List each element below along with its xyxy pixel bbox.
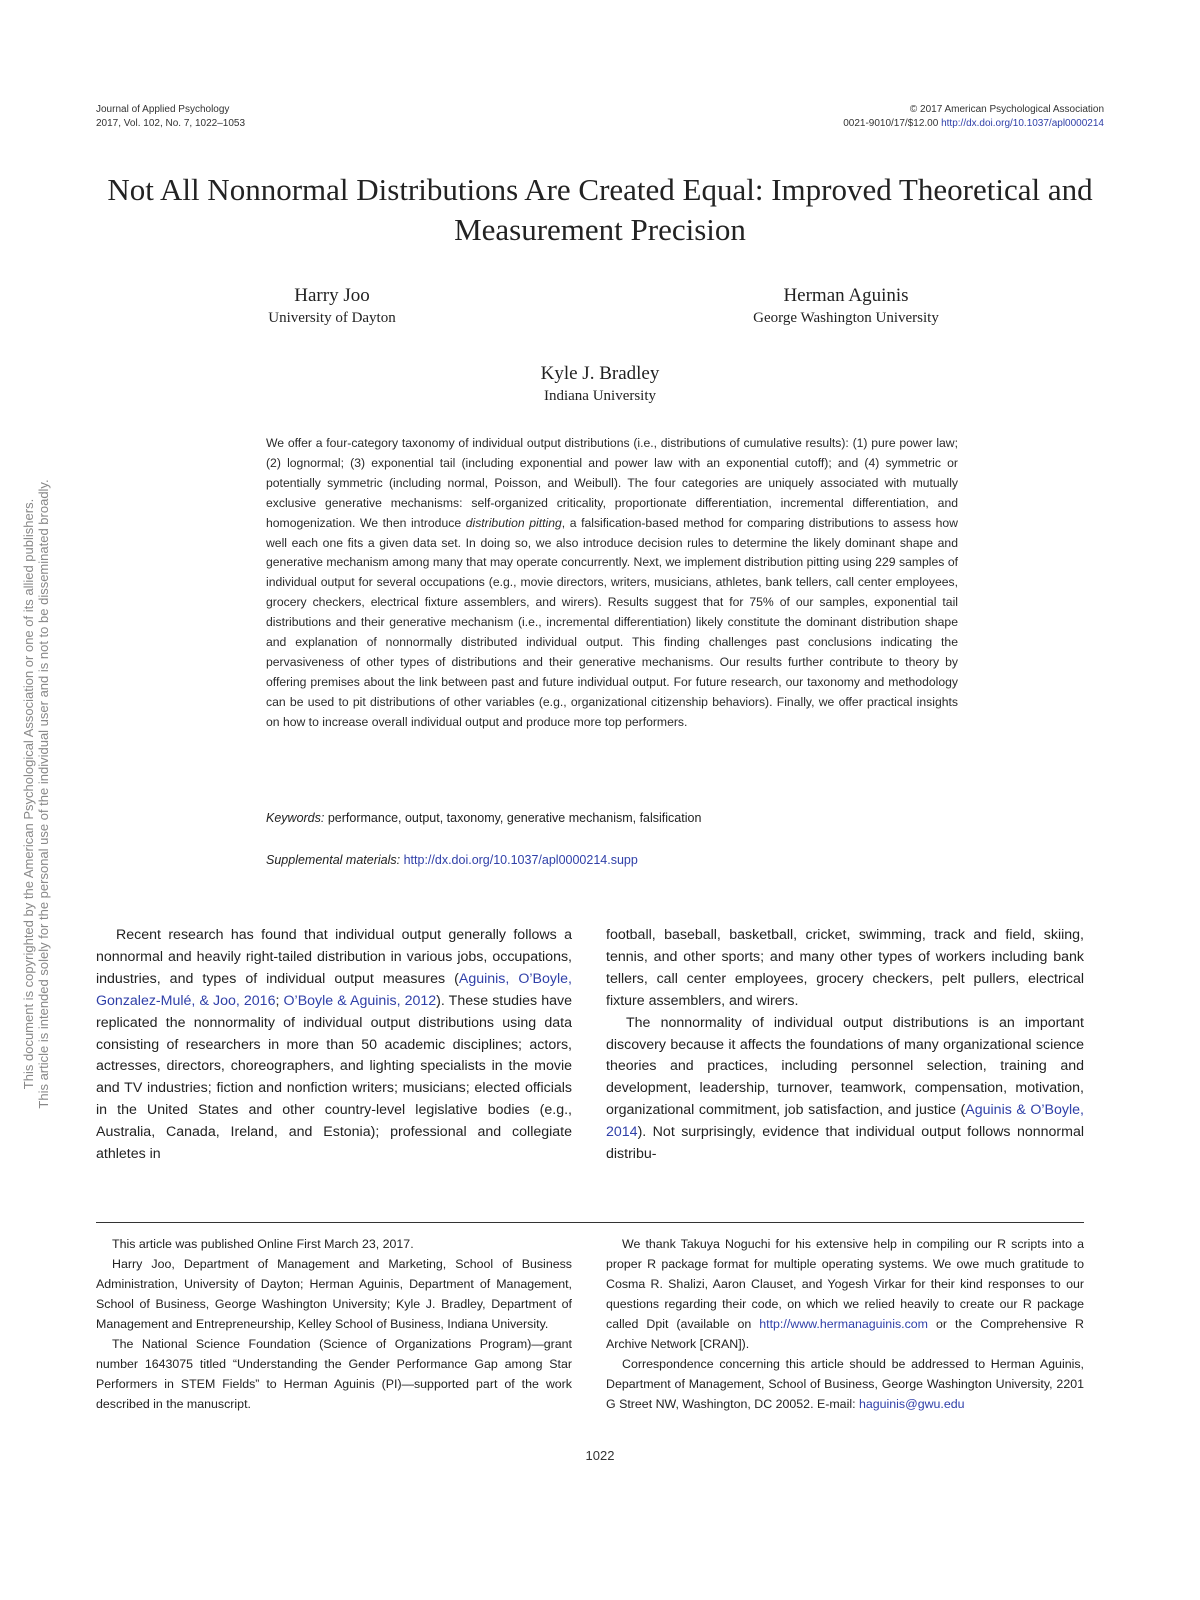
side-notice-line-2: This article is intended solely for the personal use of the individual user and is not to be disseminated broadly. (36, 479, 51, 1109)
issn: 0021-9010/17/$12.00 (843, 118, 939, 129)
author-name: Kyle J. Bradley (540, 363, 660, 384)
author-block-2 (716, 284, 976, 328)
footnote (606, 1354, 1084, 1414)
body-left-column (96, 925, 572, 1166)
footnote: The National Science Foundation (Science of Organizations Program)—grant number 1643075 titled “Understanding the Gender Performance Gap among Star Performers in STEM Fields” to Herman Aguinis (PI)—supported part of the work described in the manuscript. (96, 1337, 572, 1411)
footnote: This article was published Online First March 23, 2017. (112, 1237, 414, 1251)
journal-name: Journal of Applied Psychology (96, 104, 230, 115)
volume-info: 2017, Vol. 102, No. 7, 1022–1053 (96, 118, 246, 129)
supplemental-link[interactable]: http://dx.doi.org/10.1037/apl0000214.supp (403, 853, 638, 867)
citation-link[interactable]: O’Boyle & Aguinis, 2012 (283, 992, 437, 1009)
footnote: Harry Joo, Department of Management and Marketing, School of Business Administration, University of Dayton; Herman Aguinis, Department of Management, School of Business, George Washington University; Kyle J. Bradley, Department of Management and Entrepreneurship, Kelley School of Business, Indiana University. (96, 1257, 572, 1331)
body-paragraph (96, 925, 572, 1166)
body-right-column (606, 925, 1084, 1166)
abstract-text-2: , a falsification-based method for comparing distributions to assess how well each one fits a given data set. In doing so, we also introduce decision rules to determine the likely dominant shape and generative mechanism among many that may operate concurrently. Next, we implement distribution pitting using 229 samples of individual output for several occupations (e.g., movie directors, writers, musicians, athletes, bank tellers, call center employees, grocery checkers, electrical fixture assemblers, and wirers). Results suggest that for 75% of our samples, exponential tail distributions and their generative mechanism (i.e., incremental differentiation) likely constitute the dominant distribution shape and explanation of nonnormally distributed individual output. This finding challenges past conclusions indicating the pervasiveness of other types of distributions and their generative mechanisms. Our results further contribute to theory by offering premises about the link between past and future individual output. For future research, our taxonomy and methodology can be used to pit distributions of other variables (e.g., organizational citizenship behaviors). Finally, we offer practical insights on how to increase overall individual output and produce more top performers. (266, 515, 958, 729)
footnotes-left (96, 1234, 572, 1414)
body-text: ). Not surprisingly, evidence that individual output follows nonnormal distribu- (606, 1124, 1084, 1163)
author-affiliation: George Washington University (753, 310, 939, 326)
copyright-line: © 2017 American Psychological Association (909, 104, 1104, 115)
footnote-text: or the Comprehensive R Archive Network [CRAN]). (606, 1317, 1084, 1351)
abstract-text-1: We offer a four-category taxonomy of individual output distributions (i.e., distributions of cumulative results): (1) pure power law; (2) lognormal; (3) exponential tail (including exponential and power law with an exponential cutoff); and (4) symmetric or potentially symmetric (including normal, Poisson, and Weibull). The four categories are uniquely associated with mutually exclusive generative mechanisms: self-organized criticality, proportionate differentiation, incremental differentiation, and homogenization. We then introduce (266, 436, 958, 530)
keywords-text: performance, output, taxonomy, generative mechanism, falsification (327, 811, 702, 825)
body-paragraph: football, baseball, basketball, cricket, swimming, track and field, skiing, tennis, and other sports; and many other types of workers including bank tellers, call center employees, grocery checkers, pelt pullers, electrical fixture assemblers, and wirers. (606, 927, 1084, 1009)
footnotes-right (606, 1234, 1084, 1414)
body-text: ). These studies have replicated the nonnormality of individual output distributions using data consisting of researchers in more than 50 academic disciplines; actors, actresses, directors, choreographers, and lighting specialists in the movie and TV industries; fiction and nonfiction writers; musicians; elected officials in the United States and other country-level legislative bodies (e.g., Australia, Canada, Ireland, and Estonia); professional and collegiate athletes in (96, 992, 572, 1163)
body-text: The nonnormality of individual output distributions is an important discovery because it affects the foundations of many organizational science theories and practices, including personnel selection, training and development, leadership, turnover, teamwork, compensation, motivation, organizational commitment, job satisfaction, and justice ( (606, 1014, 1084, 1119)
issn-doi-line (843, 117, 1104, 131)
supplemental-materials (266, 851, 966, 869)
author-affiliation: Indiana University (543, 388, 657, 404)
abstract (266, 434, 958, 733)
keywords (266, 809, 966, 827)
email-link[interactable]: haguinis@gwu.edu (858, 1397, 965, 1411)
author-name: Harry Joo (294, 285, 370, 306)
article-title: Not All Nonnormal Distributions Are Created Equal: Improved Theoretical and Measurement Precision (107, 172, 1093, 247)
keywords-label: Keywords: (266, 811, 325, 825)
journal-header (96, 103, 245, 131)
doi-link[interactable]: http://dx.doi.org/10.1037/apl0000214 (941, 118, 1104, 129)
author-block-1 (232, 284, 432, 328)
side-notice-line-1: This document is copyrighted by the American Psychological Association or one of its allied publishers. (21, 498, 36, 1090)
author-block-3 (470, 362, 730, 406)
website-link[interactable]: http://www.hermanaguinis.com (759, 1317, 928, 1331)
citation-separator: ; (275, 992, 284, 1009)
footnote-text: Correspondence concerning this article should be addressed to Herman Aguinis, Department of Management, School of Business, George Washington University, 2201 G Street NW, Washington, DC 20052. E-mail: (606, 1357, 1084, 1411)
body-text: Recent research has found that individual output generally follows a nonnormal and heavily right-tailed distribution in various jobs, occupations, industries, and types of individual output measures ( (96, 927, 572, 987)
citation-link[interactable]: Aguinis, O’Boyle, Gonzalez-Mulé, & Joo, 2016 (96, 970, 572, 1009)
author-affiliation: University of Dayton (268, 310, 396, 326)
abstract-term: distribution pitting (465, 515, 562, 530)
body-paragraph (606, 1013, 1084, 1166)
supplemental-label: Supplemental materials: (266, 853, 401, 867)
footnote (606, 1234, 1084, 1354)
author-name: Herman Aguinis (783, 285, 909, 306)
footnote-text: We thank Takuya Noguchi for his extensive help in compiling our R scripts into a proper R package format for multiple operating systems. We owe much gratitude to Cosma R. Shalizi, Aaron Clauset, and Yogesh Virkar for their kind responses to our questions regarding their code, on which we relied heavily to create our R package called Dpit (available on (606, 1237, 1084, 1331)
citation-link[interactable]: Aguinis & O’Boyle, 2014 (606, 1102, 1084, 1141)
copyright-header (843, 103, 1104, 131)
footnote-divider (96, 1222, 1084, 1223)
page-number: 1022 (585, 1448, 615, 1463)
